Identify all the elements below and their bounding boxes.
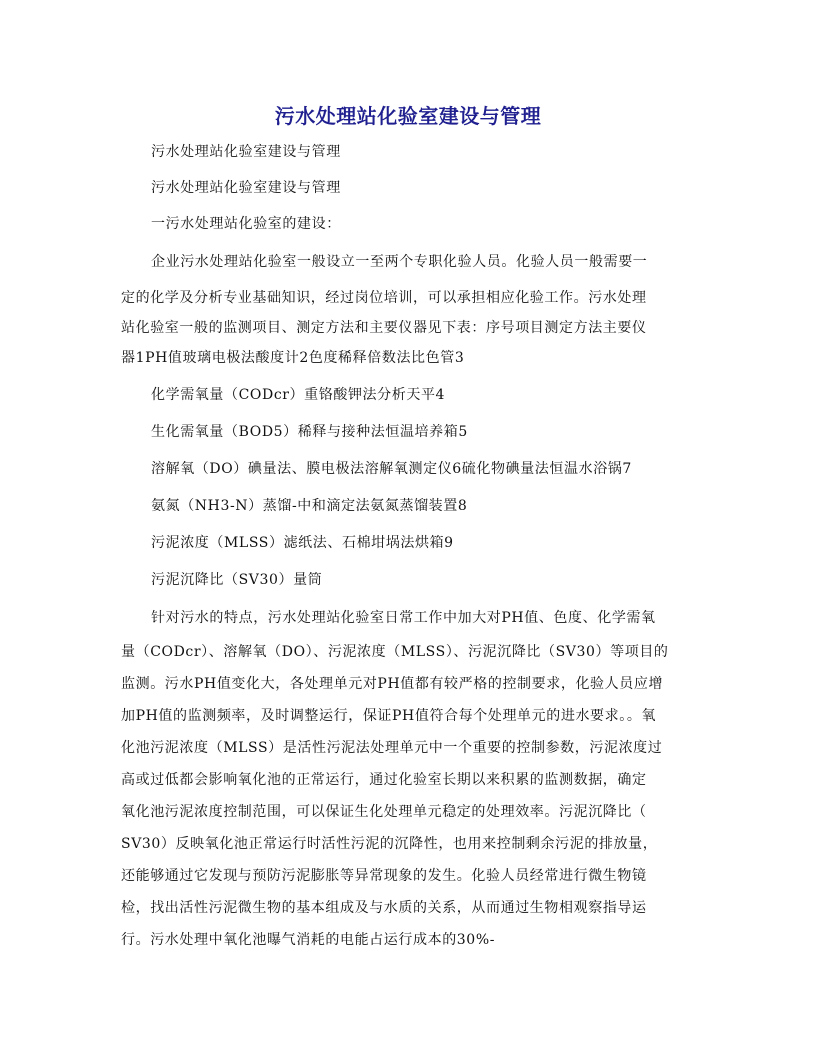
paragraph-line: 化池污泥浓度（MLSS）是活性污泥法处理单元中一个重要的控制参数，污泥浓度过 (121, 740, 663, 756)
paragraph-line: 量（CODcr）、溶解氧（DO）、污泥浓度（MLSS）、污泥沉降比（SV30）等项目的 (121, 644, 669, 660)
list-item: 化学需氧量（CODcr）重铬酸钾法分析天平4 (151, 387, 446, 403)
list-item: 污泥沉降比（SV30）量筒 (151, 572, 323, 588)
paragraph-line: 监测。污水PH值变化大，各处理单元对PH值都有较严格的控制要求，化验人员应增 (121, 676, 664, 692)
list-item: 溶解氧（DO）碘量法、膜电极法溶解氧测定仪6硫化物碘量法恒温水浴锅7 (151, 461, 632, 477)
list-item: 氨氮（NH3-N）蒸馏-中和滴定法氨氮蒸馏装置8 (151, 498, 468, 514)
list-item: 污泥浓度（MLSS）滤纸法、石棉坩埚法烘箱9 (151, 535, 454, 551)
paragraph-line: 高或过低都会影响氧化池的正常运行，通过化验室长期以来积累的监测数据，确定 (121, 772, 647, 788)
paragraph-line: 定的化学及分析专业基础知识，经过岗位培训，可以承担相应化验工作。污水处理 (121, 290, 647, 306)
paragraph-line: 还能够通过它发现与预防污泥膨胀等异常现象的发生。化验人员经常进行微生物镜 (121, 868, 647, 884)
paragraph-line: 器1PH值玻璃电极法酸度计2色度稀释倍数法比色管3 (121, 350, 465, 366)
paragraph-line: 氧化池污泥浓度控制范围，可以保证生化处理单元稳定的处理效率。污泥沉降比（ (121, 804, 647, 820)
subtitle-line-2: 污水处理站化验室建设与管理 (151, 180, 341, 196)
paragraph-line: 站化验室一般的监测项目、测定方法和主要仪器见下表：序号项目测定方法主要仪 (121, 320, 647, 336)
paragraph-line: 企业污水处理站化验室一般设立一至两个专职化验人员。化验人员一般需要一 (151, 254, 648, 270)
subtitle-line-1: 污水处理站化验室建设与管理 (151, 144, 341, 160)
paragraph-line: 行。污水处理中氧化池曝气消耗的电能占运行成本的30%- (121, 932, 496, 948)
section-heading: 一污水处理站化验室的建设： (151, 216, 341, 232)
document-title: 污水处理站化验室建设与管理 (274, 104, 542, 128)
paragraph-line: 针对污水的特点，污水处理站化验室日常工作中加大对PH值、色度、化学需氧 (151, 610, 656, 626)
paragraph-line: 加PH值的监测频率，及时调整运行，保证PH值符合每个处理单元的进水要求。。氧 (121, 708, 657, 724)
list-item: 生化需氧量（BOD5）稀释与接种法恒温培养箱5 (151, 424, 468, 440)
paragraph-line: 检，找出活性污泥微生物的基本组成及与水质的关系，从而通过生物相观察指导运 (121, 900, 647, 916)
paragraph-line: SV30）反映氧化池正常运行时活性污泥的沉降性，也用来控制剩余污泥的排放量， (121, 836, 658, 852)
